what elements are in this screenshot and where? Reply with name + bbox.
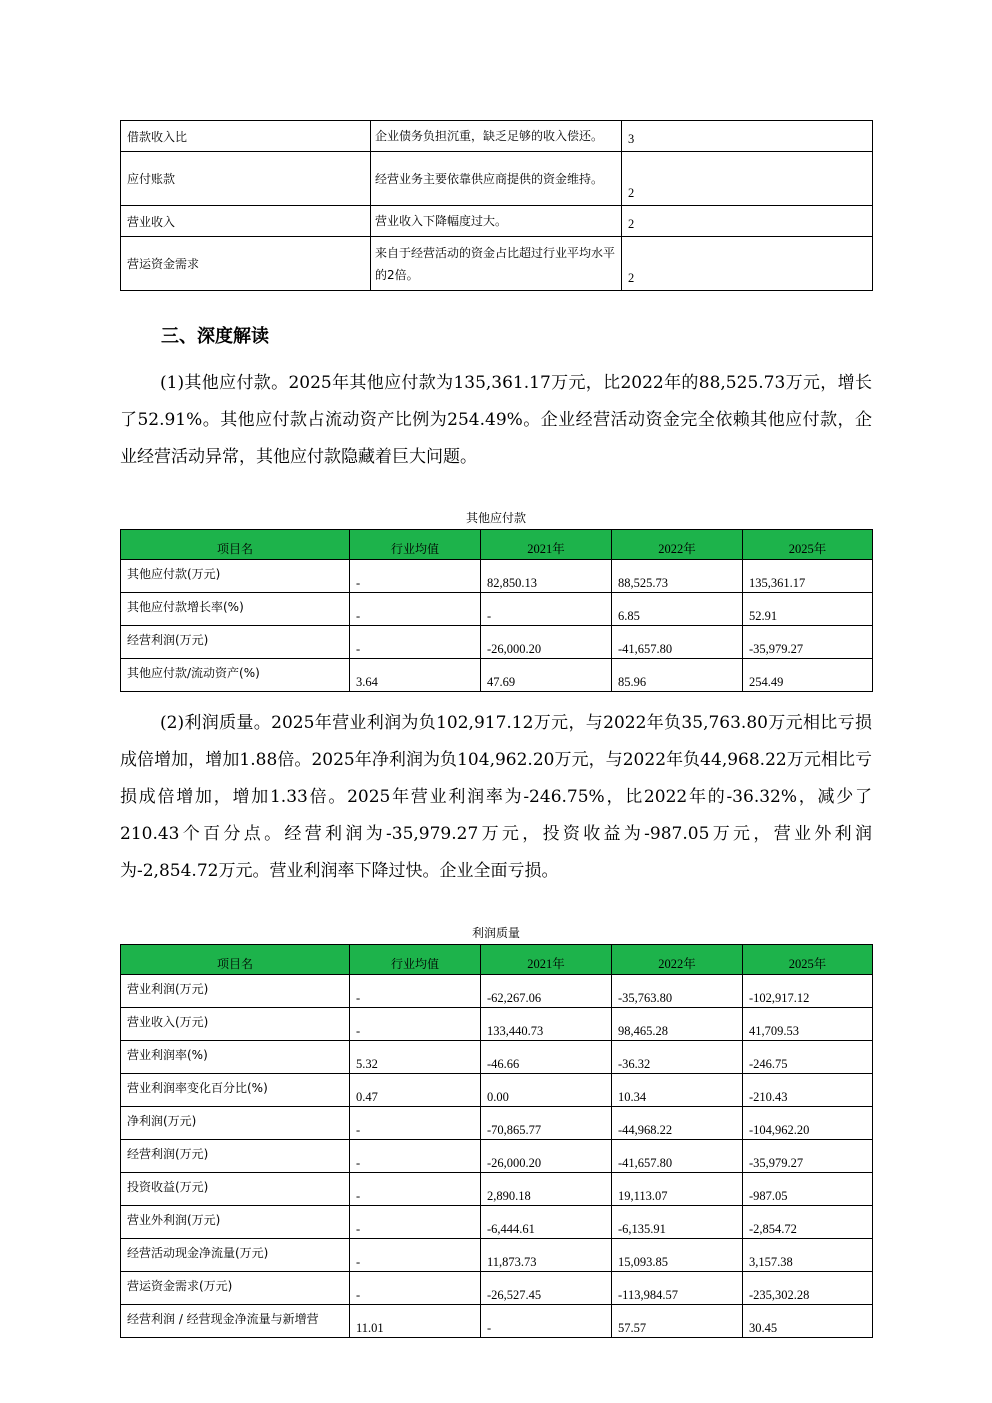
row-label: 经营利润(万元) (121, 1140, 350, 1173)
table-cell: 3,157.38 (743, 1239, 873, 1272)
row-label: 净利润(万元) (121, 1107, 350, 1140)
column-header: 2022年 (612, 530, 743, 560)
table-cell: -104,962.20 (743, 1107, 873, 1140)
table-cell: -35,979.27 (743, 1140, 873, 1173)
risk-score: 2 (622, 206, 873, 237)
table-cell: -46.66 (481, 1041, 612, 1074)
table-row (121, 1173, 873, 1206)
table-row (121, 1074, 873, 1107)
risk-description: 企业债务负担沉重，缺乏足够的收入偿还。 (371, 121, 622, 152)
column-header: 2025年 (743, 530, 873, 560)
risk-score: 2 (622, 237, 873, 291)
table-cell: 30.45 (743, 1305, 873, 1338)
table-cell: -35,763.80 (612, 975, 743, 1008)
row-label: 其他应付款(万元) (121, 560, 350, 593)
risk-item: 营业收入 (121, 206, 371, 237)
table-cell: -41,657.80 (612, 1140, 743, 1173)
table-cell: - (481, 1305, 612, 1338)
table-cell: -246.75 (743, 1041, 873, 1074)
table-cell: -102,917.12 (743, 975, 873, 1008)
table-cell: -41,657.80 (612, 626, 743, 659)
table-cell: -44,968.22 (612, 1107, 743, 1140)
table-cell: 41,709.53 (743, 1008, 873, 1041)
risk-row (121, 152, 873, 206)
table-cell: 98,465.28 (612, 1008, 743, 1041)
table-cell: -6,135.91 (612, 1206, 743, 1239)
row-label: 经营利润 / 经营现金净流量与新增营 (121, 1305, 350, 1338)
risk-row (121, 237, 873, 291)
table-cell: -36.32 (612, 1041, 743, 1074)
table-row (121, 626, 873, 659)
table-row (121, 1206, 873, 1239)
row-label: 经营利润(万元) (121, 626, 350, 659)
table-cell: -26,000.20 (481, 626, 612, 659)
row-label: 营业外利润(万元) (121, 1206, 350, 1239)
table-cell: 0.00 (481, 1074, 612, 1107)
column-header: 2021年 (481, 530, 612, 560)
table-header-row (121, 945, 873, 975)
table-cell: -210.43 (743, 1074, 873, 1107)
paragraph-profit-quality: (2)利润质量。2025年营业利润为负102,917.12万元，与2022年负35,763.80万元相比亏损成倍增加，增加1.88倍。2025年净利润为负104,962.20万元，与2022年负44,968.22万元相比亏损成倍增加，增加1.33倍。2025年营业利润率为-246.75%，比2022年的-36.32%，减少了210.43个百分点。经营利润为-35,979.27万元，投资收益为-987.05万元，营业外利润为-2,854.72万元。营业利润率下降过快。企业全面亏损。 (120, 713, 872, 881)
table-cell: -26,527.45 (481, 1272, 612, 1305)
table-header-row (121, 530, 873, 560)
risk-score: 3 (622, 121, 873, 152)
table-row (121, 975, 873, 1008)
table-cell: 47.69 (481, 659, 612, 692)
row-label: 营业利润率(%) (121, 1041, 350, 1074)
risk-row (121, 206, 873, 237)
column-header: 项目名 (121, 945, 350, 975)
paragraph-other-payables: (1)其他应付款。2025年其他应付款为135,361.17万元，比2022年的88,525.73万元，增长了52.91%。其他应付款占流动资产比例为254.49%。企业经营活动资金完全依赖其他应付款，企业经营活动异常，其他应付款隐藏着巨大问题。 (120, 373, 872, 467)
table-cell: - (350, 1008, 481, 1041)
table-row (121, 1239, 873, 1272)
risk-item: 应付账款 (121, 152, 371, 206)
risk-score: 2 (622, 152, 873, 206)
risk-row (121, 121, 873, 152)
other-payables-table (120, 529, 873, 692)
table-cell: -2,854.72 (743, 1206, 873, 1239)
table-row (121, 1008, 873, 1041)
table-cell: 57.57 (612, 1305, 743, 1338)
profit-quality-table (120, 944, 873, 1338)
table-caption-profit-quality: 利润质量 (471, 926, 520, 940)
risk-table (120, 120, 873, 291)
table-cell: - (481, 593, 612, 626)
column-header: 行业均值 (350, 530, 481, 560)
table-cell: -113,984.57 (612, 1272, 743, 1305)
table-cell: -6,444.61 (481, 1206, 612, 1239)
column-header: 2025年 (743, 945, 873, 975)
table-cell: 10.34 (612, 1074, 743, 1107)
row-label: 营业利润率变化百分比(%) (121, 1074, 350, 1107)
row-label: 投资收益(万元) (121, 1173, 350, 1206)
table-cell: 254.49 (743, 659, 873, 692)
table-cell: - (350, 1107, 481, 1140)
table-row (121, 1272, 873, 1305)
table-cell: 6.85 (612, 593, 743, 626)
column-header: 2022年 (612, 945, 743, 975)
column-header: 项目名 (121, 530, 350, 560)
table-cell: 5.32 (350, 1041, 481, 1074)
table-cell: - (350, 1173, 481, 1206)
row-label: 其他应付款/流动资产(%) (121, 659, 350, 692)
table-row (121, 1107, 873, 1140)
table-cell: 82,850.13 (481, 560, 612, 593)
section-title: 三、深度解读 (161, 326, 269, 347)
risk-description: 来自于经营活动的资金占比超过行业平均水平的2倍。 (371, 237, 622, 291)
table-cell: - (350, 626, 481, 659)
table-cell: -62,267.06 (481, 975, 612, 1008)
table-cell: - (350, 1239, 481, 1272)
table-caption-other-payables: 其他应付款 (465, 511, 526, 525)
column-header: 2021年 (481, 945, 612, 975)
table-cell: 133,440.73 (481, 1008, 612, 1041)
table-cell: -70,865.77 (481, 1107, 612, 1140)
table-row (121, 1041, 873, 1074)
table-cell: 11,873.73 (481, 1239, 612, 1272)
table-cell: 3.64 (350, 659, 481, 692)
table-cell: -235,302.28 (743, 1272, 873, 1305)
table-cell: 135,361.17 (743, 560, 873, 593)
table-cell: - (350, 1206, 481, 1239)
table-cell: - (350, 593, 481, 626)
table-row (121, 593, 873, 626)
risk-description: 营业收入下降幅度过大。 (371, 206, 622, 237)
table-cell: 85.96 (612, 659, 743, 692)
risk-description: 经营业务主要依靠供应商提供的资金维持。 (371, 152, 622, 206)
table-cell: - (350, 975, 481, 1008)
table-cell: - (350, 1140, 481, 1173)
table-cell: -26,000.20 (481, 1140, 612, 1173)
table-cell: 2,890.18 (481, 1173, 612, 1206)
row-label: 经营活动现金净流量(万元) (121, 1239, 350, 1272)
table-cell: 11.01 (350, 1305, 481, 1338)
table-cell: 52.91 (743, 593, 873, 626)
table-cell: 0.47 (350, 1074, 481, 1107)
table-cell: - (350, 560, 481, 593)
table-cell: 19,113.07 (612, 1173, 743, 1206)
risk-item: 借款收入比 (121, 121, 371, 152)
table-cell: 88,525.73 (612, 560, 743, 593)
table-cell: - (350, 1272, 481, 1305)
table-row (121, 659, 873, 692)
table-row (121, 1305, 873, 1338)
risk-item: 营运资金需求 (121, 237, 371, 291)
row-label: 营业收入(万元) (121, 1008, 350, 1041)
column-header: 行业均值 (350, 945, 481, 975)
table-cell: 15,093.85 (612, 1239, 743, 1272)
table-row (121, 560, 873, 593)
table-row (121, 1140, 873, 1173)
table-cell: -35,979.27 (743, 626, 873, 659)
row-label: 营业利润(万元) (121, 975, 350, 1008)
table-cell: -987.05 (743, 1173, 873, 1206)
row-label: 其他应付款增长率(%) (121, 593, 350, 626)
row-label: 营运资金需求(万元) (121, 1272, 350, 1305)
